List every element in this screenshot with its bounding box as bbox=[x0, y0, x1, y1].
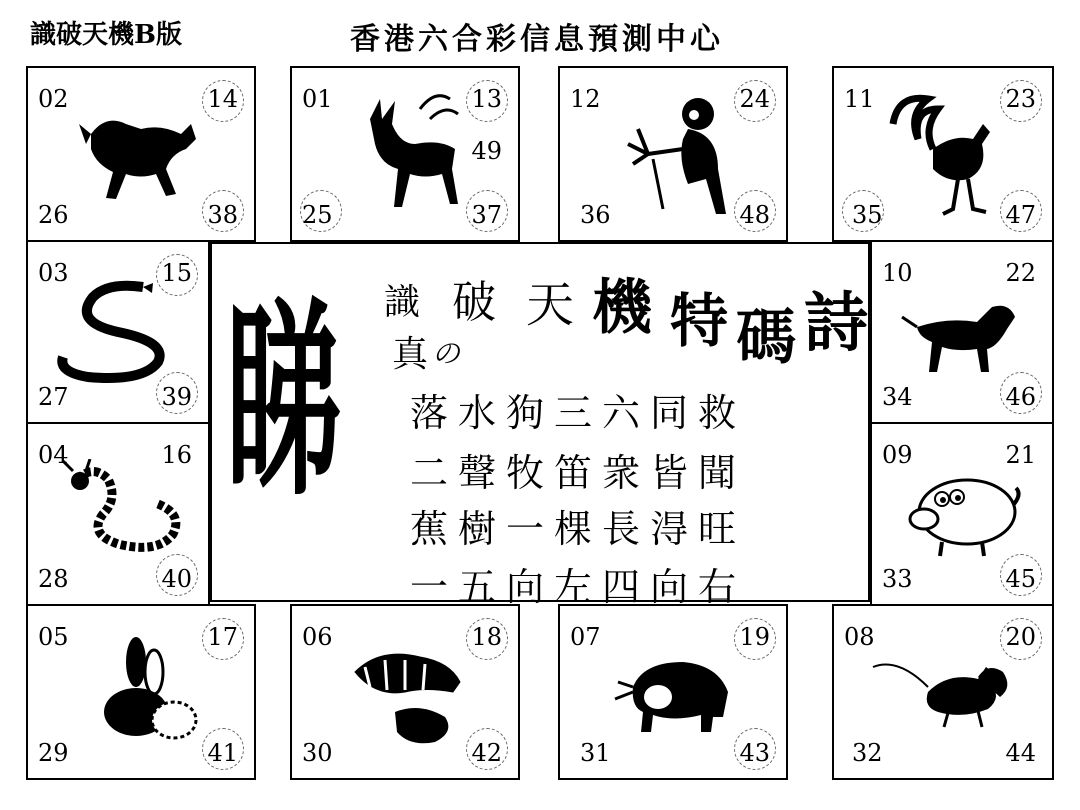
header-title: 香港六合彩信息預測中心 bbox=[350, 22, 724, 57]
frame-spacer bbox=[254, 66, 292, 240]
cell-number: 18 bbox=[471, 623, 502, 651]
frame-spacer bbox=[254, 604, 292, 780]
cell-number: 15 bbox=[161, 259, 192, 287]
edition-label: 識破天機B版 bbox=[30, 20, 182, 50]
cell-number: 22 bbox=[1005, 259, 1036, 287]
cell-number: 35 bbox=[852, 201, 883, 229]
monkey-icon bbox=[608, 89, 738, 219]
cell-number: 24 bbox=[739, 85, 770, 113]
frame-spacer bbox=[518, 66, 560, 240]
cell-number: 13 bbox=[471, 85, 502, 113]
cell-number: 21 bbox=[1005, 441, 1036, 469]
dragon-icon bbox=[48, 459, 188, 569]
cell-number: 39 bbox=[161, 383, 192, 411]
poem-line: 蕉樹一棵長淂旺 bbox=[410, 507, 747, 551]
cell-number: 26 bbox=[38, 201, 69, 229]
zodiac-cell-goat bbox=[290, 66, 520, 242]
zodiac-cell-ox bbox=[558, 604, 788, 780]
cell-number: 16 bbox=[161, 441, 192, 469]
cell-number: 32 bbox=[852, 739, 883, 767]
poem-panel bbox=[210, 242, 870, 609]
frame-spacer bbox=[786, 66, 834, 240]
subtitle-char: の bbox=[432, 337, 461, 370]
ox-icon bbox=[603, 637, 743, 747]
zodiac-cell-rat bbox=[832, 604, 1054, 780]
cell-number: 17 bbox=[207, 623, 238, 651]
cell-number: 29 bbox=[38, 739, 69, 767]
cell-number: 44 bbox=[1005, 739, 1036, 767]
title-char: 識 bbox=[384, 282, 421, 323]
zodiac-cell-monkey bbox=[558, 66, 788, 242]
zodiac-cell-horse bbox=[26, 66, 256, 242]
title-char: 碼 bbox=[736, 303, 796, 373]
poem-line: 二聲牧笛衆皆聞 bbox=[410, 451, 747, 495]
rat-icon bbox=[868, 647, 1018, 737]
frame-spacer bbox=[786, 604, 834, 780]
cell-number: 48 bbox=[739, 201, 770, 229]
cell-number: 04 bbox=[38, 441, 69, 469]
rooster-icon bbox=[878, 84, 1008, 224]
cell-number: 20 bbox=[1005, 623, 1036, 651]
cell-number: 10 bbox=[882, 259, 913, 287]
cell-number: 05 bbox=[38, 623, 69, 651]
title-char: 破 bbox=[452, 277, 496, 328]
rabbit-icon bbox=[76, 632, 206, 752]
cell-number: 42 bbox=[471, 739, 502, 767]
pig-icon bbox=[902, 464, 1022, 564]
cell-number: 23 bbox=[1005, 85, 1036, 113]
cell-number: 11 bbox=[844, 85, 875, 113]
cell-number: 08 bbox=[844, 623, 875, 651]
cell-number: 01 bbox=[302, 85, 333, 113]
cell-number: 27 bbox=[38, 383, 69, 411]
zodiac-cell-rooster bbox=[832, 66, 1054, 242]
subtitle-char: 真 bbox=[392, 334, 429, 375]
poem-line: 一五向左四向右 bbox=[410, 565, 747, 609]
cell-number: 28 bbox=[38, 565, 69, 593]
cell-number: 38 bbox=[207, 201, 238, 229]
cell-number: 49 bbox=[471, 137, 502, 165]
cell-number: 25 bbox=[302, 201, 333, 229]
zodiac-cell-rabbit bbox=[26, 604, 256, 780]
tiger-icon bbox=[335, 632, 475, 752]
cell-number: 07 bbox=[570, 623, 601, 651]
poem-line: 落水狗三六同救 bbox=[410, 391, 747, 435]
cell-number: 47 bbox=[1005, 201, 1036, 229]
horse-icon bbox=[71, 94, 211, 214]
cell-number: 14 bbox=[207, 85, 238, 113]
title-char: 天 bbox=[526, 277, 575, 333]
big-character: 睇 bbox=[226, 278, 337, 525]
zodiac-cell-dragon bbox=[26, 422, 210, 606]
cell-number: 06 bbox=[302, 623, 333, 651]
cell-number: 37 bbox=[471, 201, 502, 229]
frame-spacer bbox=[518, 604, 560, 780]
zodiac-cell-dog bbox=[870, 240, 1054, 424]
cell-number: 31 bbox=[580, 739, 611, 767]
cell-number: 45 bbox=[1005, 565, 1036, 593]
cell-number: 03 bbox=[38, 259, 69, 287]
cell-number: 40 bbox=[161, 565, 192, 593]
zodiac-cell-snake bbox=[26, 240, 210, 424]
cell-number: 46 bbox=[1005, 383, 1036, 411]
cell-number: 41 bbox=[207, 739, 238, 767]
cell-number: 02 bbox=[38, 85, 69, 113]
cell-number: 12 bbox=[570, 85, 601, 113]
dog-icon bbox=[897, 287, 1027, 377]
title-char: 機 bbox=[592, 273, 652, 343]
zodiac-cell-tiger bbox=[290, 604, 520, 780]
goat-icon bbox=[340, 89, 470, 219]
cell-number: 36 bbox=[580, 201, 611, 229]
zodiac-cell-pig bbox=[870, 422, 1054, 606]
title-char: 特 bbox=[670, 287, 729, 355]
cell-number: 33 bbox=[882, 565, 913, 593]
cell-number: 09 bbox=[882, 441, 913, 469]
cell-number: 43 bbox=[739, 739, 770, 767]
cell-number: 19 bbox=[739, 623, 770, 651]
cell-number: 34 bbox=[882, 383, 913, 411]
snake-icon bbox=[48, 277, 188, 387]
cell-number: 30 bbox=[302, 739, 333, 767]
title-char: 詩 bbox=[804, 286, 868, 361]
